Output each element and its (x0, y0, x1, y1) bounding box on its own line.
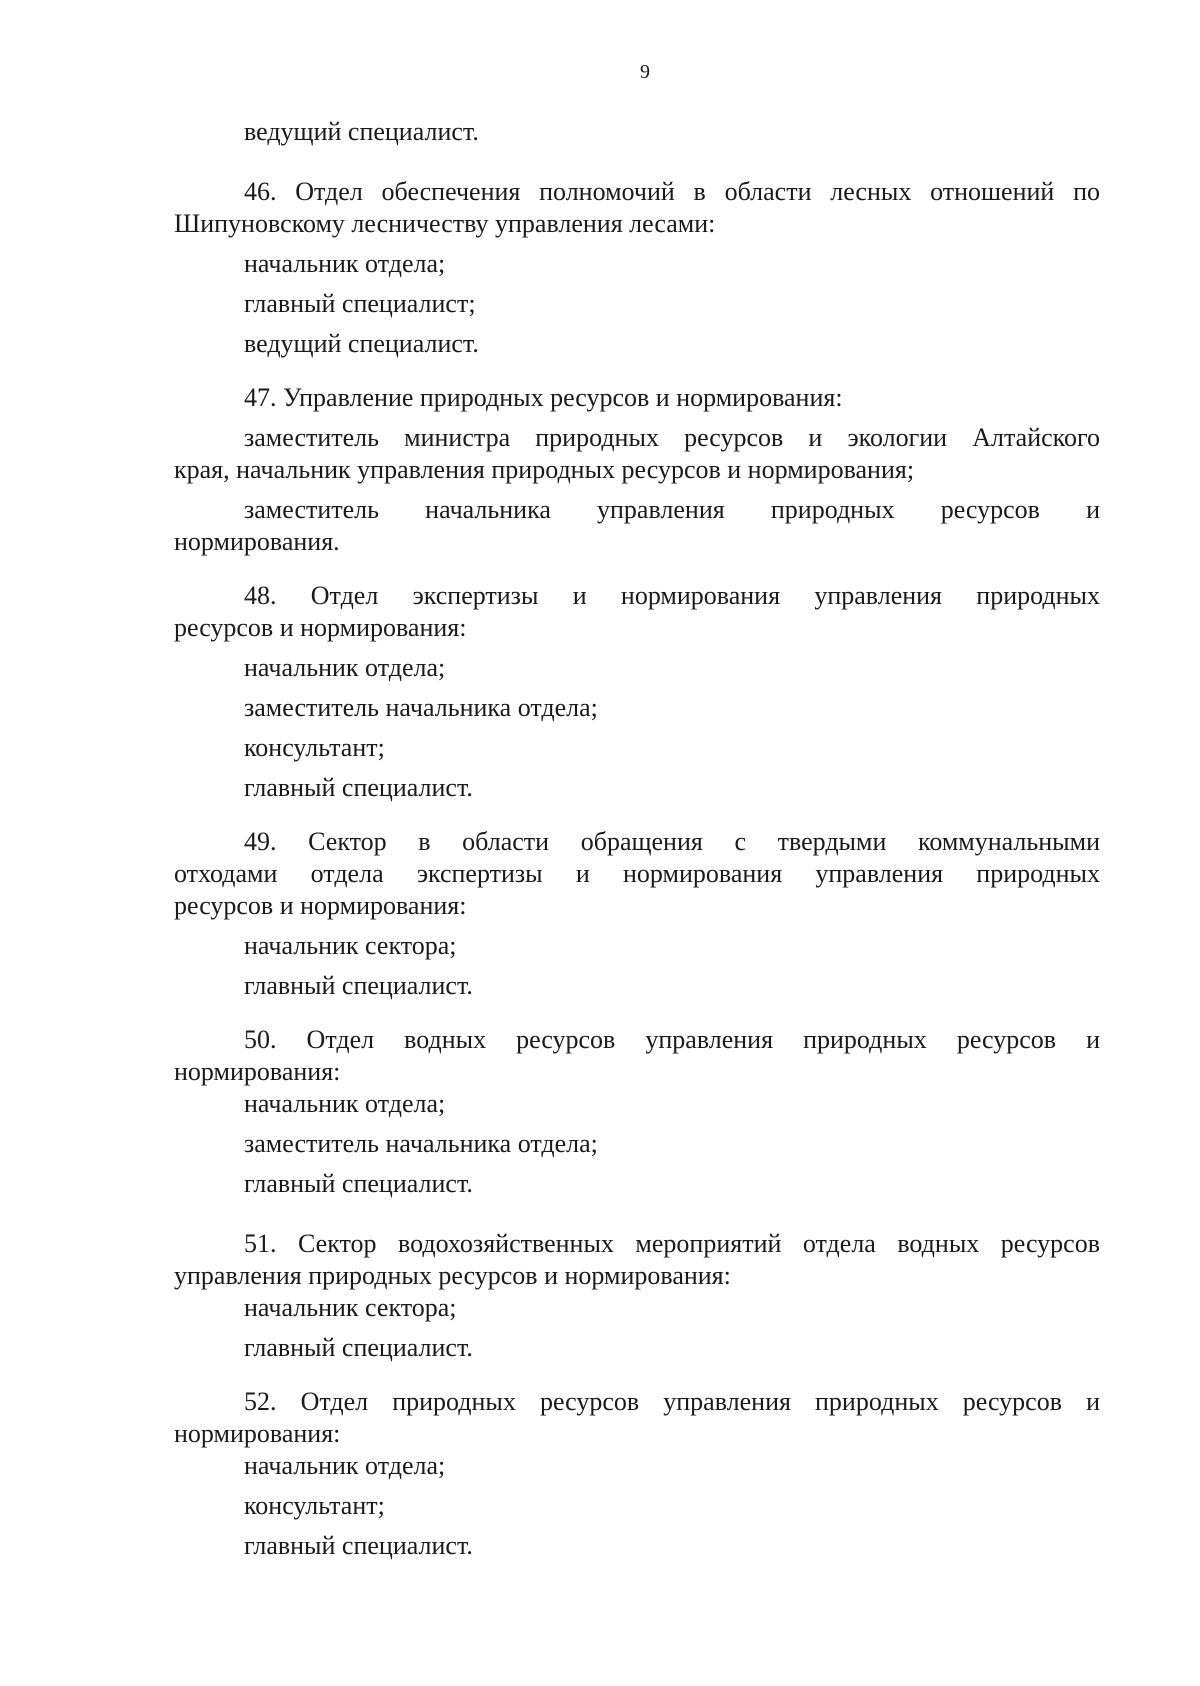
section-title: 48. Отдел экспертизы и нормирования управления природных (244, 581, 1100, 610)
section-47 (174, 382, 1100, 558)
section-title-cont: управления природных ресурсов и нормирования: (174, 1261, 731, 1290)
section-title-cont: отходами отдела экспертизы и нормирования управления природных (174, 859, 1100, 888)
list-item: заместитель начальника управления природных ресурсов и (244, 495, 1100, 524)
list-item: начальник сектора; (244, 931, 457, 960)
list-item: начальник отдела; (244, 249, 446, 278)
section-title-cont: ресурсов и нормирования: (174, 613, 467, 642)
section-title-cont: Шипуновскому лесничеству управления лесами: (174, 209, 716, 238)
section-50 (174, 1024, 1100, 1200)
section-46 (174, 176, 1100, 360)
list-item: заместитель министра природных ресурсов и экологии Алтайского (244, 423, 1100, 452)
list-item: главный специалист. (244, 1169, 473, 1198)
text-line: ведущий специалист. (244, 117, 479, 146)
list-item: заместитель начальника отдела; (244, 693, 598, 722)
section-52 (174, 1386, 1100, 1562)
section-48 (174, 580, 1100, 804)
section-49 (174, 826, 1100, 1002)
list-item-cont: нормирования. (174, 527, 340, 556)
page-number: 9 (640, 61, 650, 83)
list-item: главный специалист. (244, 1333, 473, 1362)
section-title: 52. Отдел природных ресурсов управления природных ресурсов и (244, 1387, 1100, 1416)
section-title-cont: нормирования: (174, 1419, 341, 1448)
section-title: 50. Отдел водных ресурсов управления природных ресурсов и (244, 1025, 1100, 1054)
list-item: консультант; (244, 1491, 385, 1520)
list-item: главный специалист. (244, 773, 473, 802)
section-title-cont: ресурсов и нормирования: (174, 891, 467, 920)
list-item: заместитель начальника отдела; (244, 1129, 598, 1158)
section-title-cont: нормирования: (174, 1057, 341, 1086)
list-item: главный специалист. (244, 1531, 473, 1560)
list-item: главный специалист; (244, 289, 476, 318)
list-item: консультант; (244, 733, 385, 762)
section-title: 47. Управление природных ресурсов и нормирования: (244, 383, 843, 412)
list-item: начальник отдела; (244, 1089, 446, 1118)
list-item: ведущий специалист. (244, 329, 479, 358)
section-title: 46. Отдел обеспечения полномочий в области лесных отношений по (244, 177, 1100, 206)
list-item-cont: края, начальник управления природных ресурсов и нормирования; (174, 455, 915, 484)
list-item: главный специалист. (244, 971, 473, 1000)
section-title: 51. Сектор водохозяйственных мероприятий отдела водных ресурсов (244, 1229, 1100, 1258)
section-51 (174, 1228, 1100, 1364)
list-item: начальник отдела; (244, 653, 446, 682)
list-item: начальник сектора; (244, 1293, 457, 1322)
document-body (174, 116, 1100, 1562)
list-item: начальник отдела; (244, 1451, 446, 1480)
section-title: 49. Сектор в области обращения с твердыми коммунальными (244, 827, 1100, 856)
